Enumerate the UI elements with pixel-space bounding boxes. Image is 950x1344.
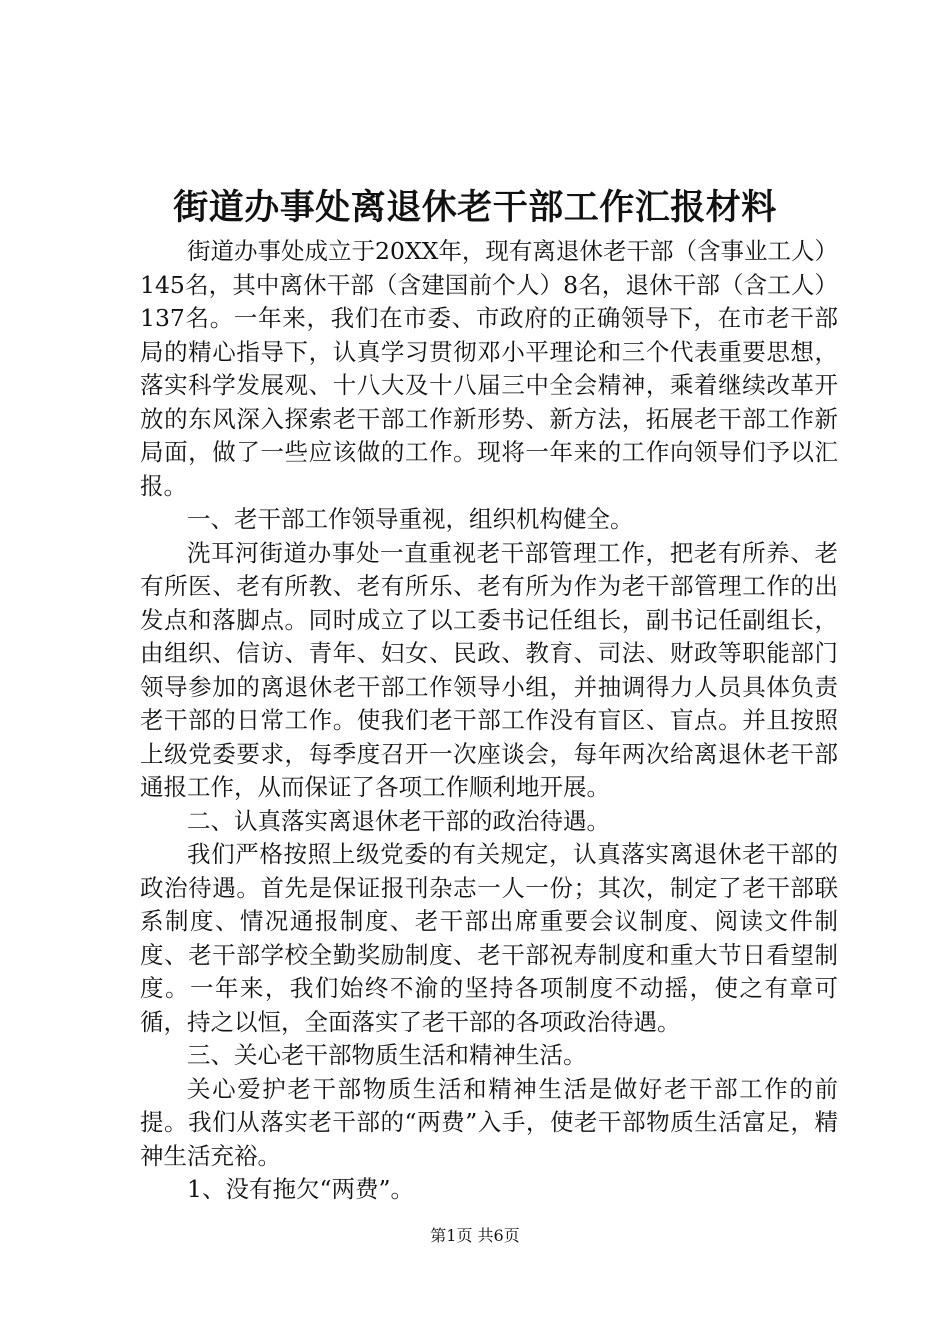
section-heading-1: 一、老干部工作领导重视，组织机构健全。 <box>187 505 634 533</box>
paragraph-intro: 街道办事处成立于20XX年，现有离退休老干部（含事业工人）145名，其中离休干部（含建国前个人）8名，退休干部（含工人）137名。一年来，我们在市委、市政府的正确领导下，在市老干部局的精心指导下，认真学习贯彻邓小平理论和三个代表重要思想，落实科学发展观、十八大及十八届三中全会精神，乘着继续改革开放的东风深入探索老干部工作新形势、新方法，拓展老干部工作新局面，做了一些应该做的工作。现将一年来的工作向领导们予以汇报。 <box>140 237 838 500</box>
section-heading-2: 二、认真落实离退休老干部的政治待遇。 <box>187 806 610 835</box>
subsection-heading-1: 1、没有拖欠“两费”。 <box>187 1175 414 1203</box>
document-body <box>140 235 838 1207</box>
document-title: 街道办事处离退休老干部工作汇报材料 <box>173 187 777 228</box>
page-number-footer: 第1页 共6页 <box>430 1226 520 1245</box>
section-heading-3: 三、关心老干部物质生活和精神生活。 <box>187 1041 587 1069</box>
paragraph-section-3: 关心爱护老干部物质生活和精神生活是做好老干部工作的前提。我们从落实老干部的“两费”入手，使老干部物质生活富足，精神生活充裕。 <box>140 1074 838 1170</box>
paragraph-section-1: 洗耳河街道办事处一直重视老干部管理工作，把老有所养、老有所医、老有所教、老有所乐、老有所为作为老干部管理工作的出发点和落脚点。同时成立了以工委书记任组长，副书记任副组长，由组织、信访、青年、妇女、民政、教育、司法、财政等职能部门领导参加的离退休老干部工作领导小组，并抽调得力人员具体负责老干部的日常工作。使我们老干部工作没有盲区、盲点。并且按照上级党委要求，每季度召开一次座谈会，每年两次给离退休老干部通报工作，从而保证了各项工作顺利地开展。 <box>140 538 838 801</box>
paragraph-section-2: 我们严格按照上级党委的有关规定，认真落实离退休老干部的政治待遇。首先是保证报刊杂志一人一份；其次，制定了老干部联系制度、情况通报制度、老干部出席重要会议制度、阅读文件制度、老干部学校全勤奖励制度、老干部祝寿制度和重大节日看望制度。一年来，我们始终不渝的坚持各项制度不动摇，使之有章可循，持之以恒，全面落实了老干部的各项政治待遇。 <box>140 840 838 1036</box>
